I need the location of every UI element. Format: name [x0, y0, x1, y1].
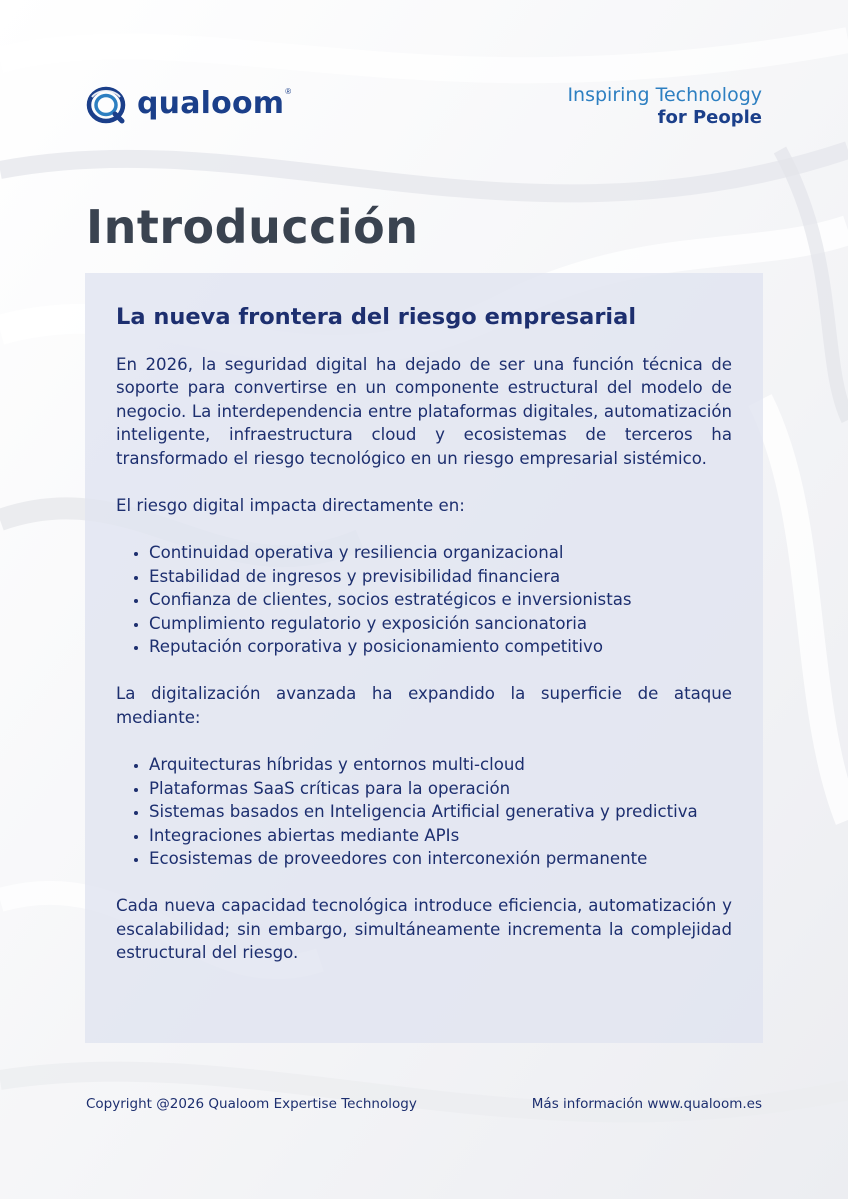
tagline-line-1: Inspiring Technology [567, 84, 762, 106]
list-item: • Continuidad operativa y resiliencia organizacional [149, 541, 732, 564]
qualoom-logo-icon [86, 85, 132, 125]
list-item: • Sistemas basados en Inteligencia Artificial generativa y predictiva [149, 800, 732, 823]
list-item: • Reputación corporativa y posicionamiento competitivo [149, 635, 732, 658]
page-header [0, 0, 848, 140]
logo-wordmark: qualoom [137, 85, 285, 121]
list-item: • Estabilidad de ingresos y previsibilidad financiera [149, 565, 732, 588]
attack-surface-list [116, 753, 732, 870]
section-title: La nueva frontera del riesgo empresarial [116, 304, 637, 330]
content-card [85, 273, 763, 1043]
list-item: • Confianza de clientes, socios estratégicos e inversionistas [149, 588, 732, 611]
list-item: • Ecosistemas de proveedores con interconexión permanente [149, 847, 732, 870]
intro-paragraph: En 2026, la seguridad digital ha dejado de ser una función técnica de soporte para convertirse en un componente estructural del modelo de negocio. La interdependencia entre plataformas digitales, automatización inteligente, infraestructura cloud y ecosistemas de terceros ha transformado el riesgo tecnológico en un riesgo empresarial sistémico. [116, 355, 732, 468]
list-item: • Plataformas SaaS críticas para la operación [149, 777, 732, 800]
impact-intro: El riesgo digital impacta directamente en: [116, 496, 465, 516]
page-title: Introducción [86, 200, 419, 254]
impact-list [116, 541, 732, 658]
closing-paragraph: Cada nueva capacidad tecnológica introduce eficiencia, automatización y escalabilidad; sin embargo, simultáneamente incrementa la complejidad estructural del riesgo. [116, 896, 732, 963]
footer-more-info-link[interactable]: Más información www.qualoom.es [531, 1096, 762, 1112]
list-item: • Cumplimiento regulatorio y exposición sancionatoria [149, 612, 732, 635]
attack-surface-intro: La digitalización avanzada ha expandido la superficie de ataque mediante: [116, 684, 732, 727]
logo-registered-mark: ® [285, 86, 292, 96]
qualoom-logo[interactable] [86, 85, 291, 125]
list-item: • Arquitecturas híbridas y entornos multi-cloud [149, 753, 732, 776]
brand-tagline [567, 83, 762, 129]
tagline-line-2: for People [657, 107, 762, 128]
footer-copyright: Copyright @2026 Qualoom Expertise Technology [86, 1096, 417, 1112]
list-item: • Integraciones abiertas mediante APIs [149, 824, 732, 847]
